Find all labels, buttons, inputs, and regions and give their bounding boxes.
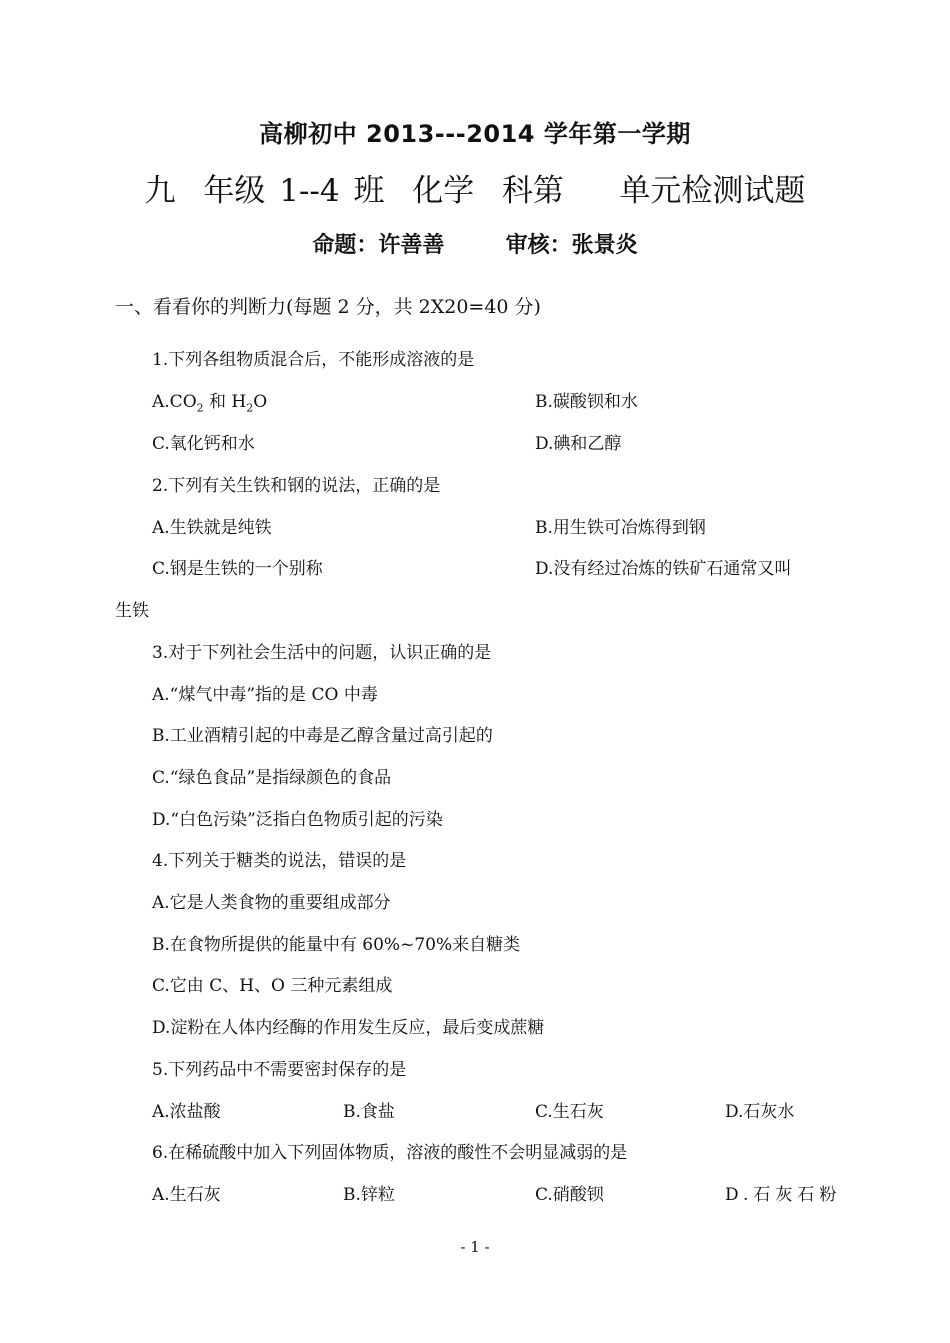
question-2-option-d: D.没有经过冶炼的铁矿石通常又叫: [535, 559, 792, 579]
question-5-option-d: D.石灰水: [725, 1102, 795, 1122]
question-3-option-d: D.“白色污染”泛指白色物质引起的污染: [152, 810, 443, 830]
question-6-option-c: C.硝酸钡: [535, 1185, 604, 1205]
question-4-option-a: A.它是人类食物的重要组成部分: [152, 893, 391, 913]
question-5-option-a: A.浓盐酸: [152, 1102, 221, 1122]
question-2-option-b: B.用生铁可冶炼得到钢: [535, 518, 706, 538]
exam-title: 九 年级 1--4 班 化学 科第 单元检测试题: [144, 173, 806, 209]
question-1-option-b: B.碳酸钡和水: [535, 392, 638, 412]
question-2-stem: 2.下列有关生铁和钢的说法，正确的是: [152, 476, 441, 496]
question-3-option-a: A.“煤气中毒”指的是 CO 中毒: [152, 685, 378, 705]
question-1-option-a: $A.CO_2$ 和 $H_2O$: [152, 392, 268, 415]
question-6-option-d: D.石灰石粉: [725, 1185, 842, 1205]
question-3-option-c: C.“绿色食品”是指绿颜色的食品: [152, 768, 392, 788]
section-heading: 一、看看你的判断力(每题 2 分，共 2X20=40 分): [115, 296, 541, 318]
question-5-option-c: C.生石灰: [535, 1102, 604, 1122]
question-4-option-c: C.它由 C、H、O 三种元素组成: [152, 976, 393, 996]
question-1-stem: 1.下列各组物质混合后，不能形成溶液的是: [152, 350, 475, 370]
exam-school-term-title: 高柳初中 2013---2014 学年第一学期: [259, 120, 691, 148]
page-number: - 1 -: [460, 1238, 490, 1256]
question-3-option-b: B.工业酒精引起的中毒是乙醇含量过高引起的: [152, 726, 493, 746]
question-5-stem: 5.下列药品中不需要密封保存的是: [152, 1060, 407, 1080]
question-3-stem: 3.对于下列社会生活中的问题，认识正确的是: [152, 643, 492, 663]
question-5-option-b: B.食盐: [343, 1102, 395, 1122]
question-6-option-a: A.生石灰: [152, 1185, 221, 1205]
question-6-option-b: B.锌粒: [343, 1185, 395, 1205]
question-4-option-d: D.淀粉在人体内经酶的作用发生反应，最后变成蔗糖: [152, 1018, 545, 1038]
question-2-option-c: C.钢是生铁的一个别称: [152, 559, 323, 579]
question-2-option-d-continued: 生铁: [115, 601, 149, 621]
question-1-option-c: C.氧化钙和水: [152, 434, 255, 454]
question-4-option-b: B.在食物所提供的能量中有 60%~70%来自糖类: [152, 935, 521, 955]
question-1-option-d: D.碘和乙醇: [535, 434, 622, 454]
question-2-option-a: A.生铁就是纯铁: [152, 518, 272, 538]
question-6-stem: 6.在稀硫酸中加入下列固体物质，溶液的酸性不会明显减弱的是: [152, 1143, 628, 1163]
exam-authors: 命题：许善善 审核：张景炎: [312, 233, 638, 258]
question-4-stem: 4.下列关于糖类的说法，错误的是: [152, 851, 407, 871]
